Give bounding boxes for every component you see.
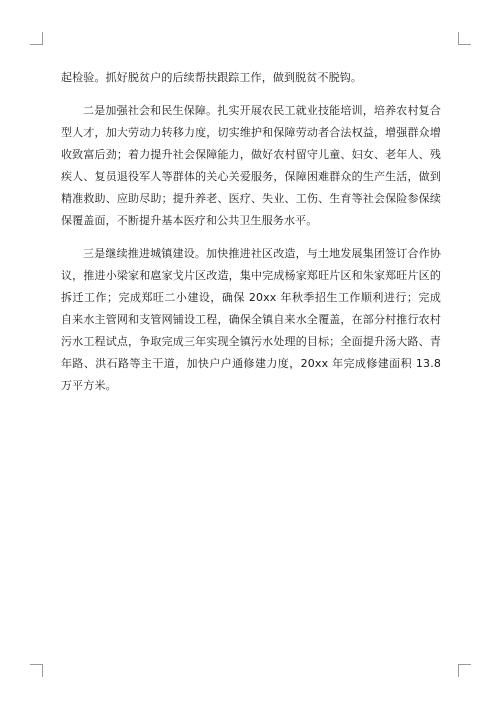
paragraph-continuation: 起检验。抓好脱贫户的后续帮扶跟踪工作，做到脱贫不脱钩。 — [61, 71, 363, 84]
crop-mark-top-right — [458, 32, 471, 45]
crop-mark-bottom-left — [30, 664, 43, 677]
crop-mark-top-left — [30, 32, 43, 45]
paragraph-town-construction: 三是继续推进城镇建设。加快推进社区改造，与土地发展集团签订合作协议，推进小梁家和扈家戈片区改造，集中完成杨家郑旺片区和朱家郑旺片区的拆迁工作；完成郑旺二小建设，确保 20xx 年秋季招生工作顺利进行；完成自来水主管网和支管网铺设工程，确保全镇自来水全覆盖，在部分村推行农村污水工程试点，争取完成三年实现全镇污水处理的目标；全面提升汤大路、青年路、洪石路等主干道，加快户户通修建力度，20xx 年完成修建面积 13.8 万平方米。 — [61, 247, 441, 392]
paragraph-social-security: 二是加强社会和民生保障。扎实开展农民工就业技能培训，培养农村复合型人才，加大劳动力转移力度，切实维护和保障劳动者合法权益，增强群众增收致富后劲；着力提升社会保障能力，做好农村留守儿童、妇女、老年人、残疾人、复员退役军人等群体的关心关爱服务，保障困难群众的生产生活，做到精准救助、应助尽助；提升养老、医疗、失业、工伤、生育等社会保险参保续保覆盖面，不断提升基本医疗和公共卫生服务水平。 — [61, 104, 441, 227]
crop-mark-bottom-right — [458, 664, 471, 677]
document-body — [61, 67, 441, 397]
